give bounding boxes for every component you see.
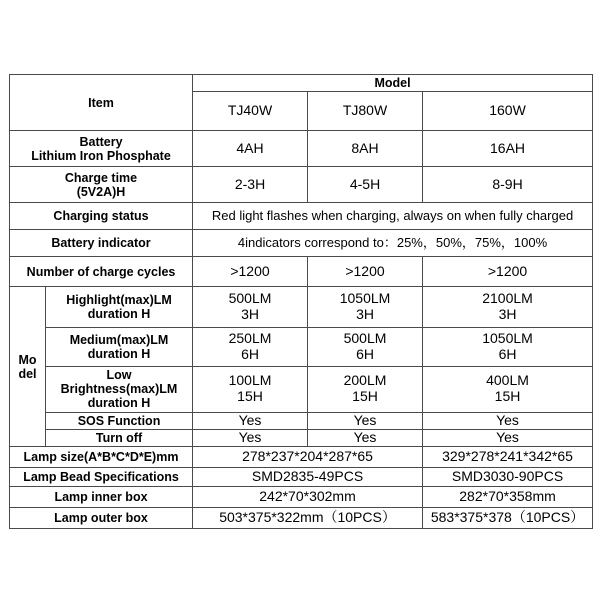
turn-off-value: Yes: [308, 429, 423, 446]
low-value: 200LM 15H: [308, 366, 423, 412]
low-value: 100LM 15H: [193, 366, 308, 412]
low-value: 400LM 15H: [423, 366, 593, 412]
charge-time-value: 4-5H: [308, 167, 423, 203]
lamp-size-value: 329*278*241*342*65: [423, 446, 593, 467]
lamp-bead-label: Lamp Bead Specifications: [10, 467, 193, 486]
battery-indicator-value: 4indicators correspond to：25%，50%，75%，100%: [193, 230, 593, 257]
turn-off-label: Turn off: [46, 429, 193, 446]
charge-cycles-value: >1200: [193, 257, 308, 287]
lamp-size-row: [10, 446, 593, 467]
medium-label: Medium(max)LM duration H: [46, 327, 193, 366]
lamp-bead-row: [10, 467, 593, 486]
charge-cycles-row: [10, 257, 593, 287]
charge-time-row: [10, 167, 593, 203]
charge-cycles-value: >1200: [308, 257, 423, 287]
lamp-bead-value: SMD3030-90PCS: [423, 467, 593, 486]
inner-box-label: Lamp inner box: [10, 486, 193, 507]
low-row: [10, 366, 593, 412]
turn-off-value: Yes: [193, 429, 308, 446]
inner-box-row: [10, 486, 593, 507]
mode-group-label: Mo del: [10, 287, 46, 446]
outer-box-value: 583*375*378（10PCS）: [423, 507, 593, 528]
outer-box-value: 503*375*322mm（10PCS）: [193, 507, 423, 528]
battery-row: [10, 131, 593, 167]
charging-status-value: Red light flashes when charging, always on when fully charged: [193, 203, 593, 230]
battery-label: Battery Lithium Iron Phosphate: [10, 131, 193, 167]
sos-value: Yes: [423, 412, 593, 429]
turn-off-row: [10, 429, 593, 446]
charging-status-label: Charging status: [10, 203, 193, 230]
sos-label: SOS Function: [46, 412, 193, 429]
model-name: TJ80W: [308, 92, 423, 131]
charge-cycles-value: >1200: [423, 257, 593, 287]
battery-value: 8AH: [308, 131, 423, 167]
sos-value: Yes: [308, 412, 423, 429]
sos-row: [10, 412, 593, 429]
medium-value: 1050LM 6H: [423, 327, 593, 366]
sos-value: Yes: [193, 412, 308, 429]
medium-row: [10, 327, 593, 366]
battery-indicator-label: Battery indicator: [10, 230, 193, 257]
lamp-size-label: Lamp size(A*B*C*D*E)mm: [10, 446, 193, 467]
charge-time-value: 8-9H: [423, 167, 593, 203]
model-name: 160W: [423, 92, 593, 131]
low-label: Low Brightness(max)LM duration H: [46, 366, 193, 412]
charge-time-value: 2-3H: [193, 167, 308, 203]
highlight-row: [10, 287, 593, 327]
model-name: TJ40W: [193, 92, 308, 131]
turn-off-value: Yes: [423, 429, 593, 446]
highlight-label: Highlight(max)LM duration H: [46, 287, 193, 327]
model-header: Model: [193, 75, 593, 92]
highlight-value: 1050LM 3H: [308, 287, 423, 327]
spec-table: [9, 74, 593, 529]
inner-box-value: 282*70*358mm: [423, 486, 593, 507]
medium-value: 500LM 6H: [308, 327, 423, 366]
medium-value: 250LM 6H: [193, 327, 308, 366]
charge-time-label: Charge time (5V2A)H: [10, 167, 193, 203]
highlight-value: 500LM 3H: [193, 287, 308, 327]
lamp-bead-value: SMD2835-49PCS: [193, 467, 423, 486]
battery-value: 4AH: [193, 131, 308, 167]
inner-box-value: 242*70*302mm: [193, 486, 423, 507]
outer-box-row: [10, 507, 593, 528]
battery-value: 16AH: [423, 131, 593, 167]
battery-indicator-row: [10, 230, 593, 257]
charge-cycles-label: Number of charge cycles: [10, 257, 193, 287]
item-header: Item: [10, 75, 193, 131]
outer-box-label: Lamp outer box: [10, 507, 193, 528]
charging-status-row: [10, 203, 593, 230]
highlight-value: 2100LM 3H: [423, 287, 593, 327]
lamp-size-value: 278*237*204*287*65: [193, 446, 423, 467]
header-row: [10, 75, 593, 92]
